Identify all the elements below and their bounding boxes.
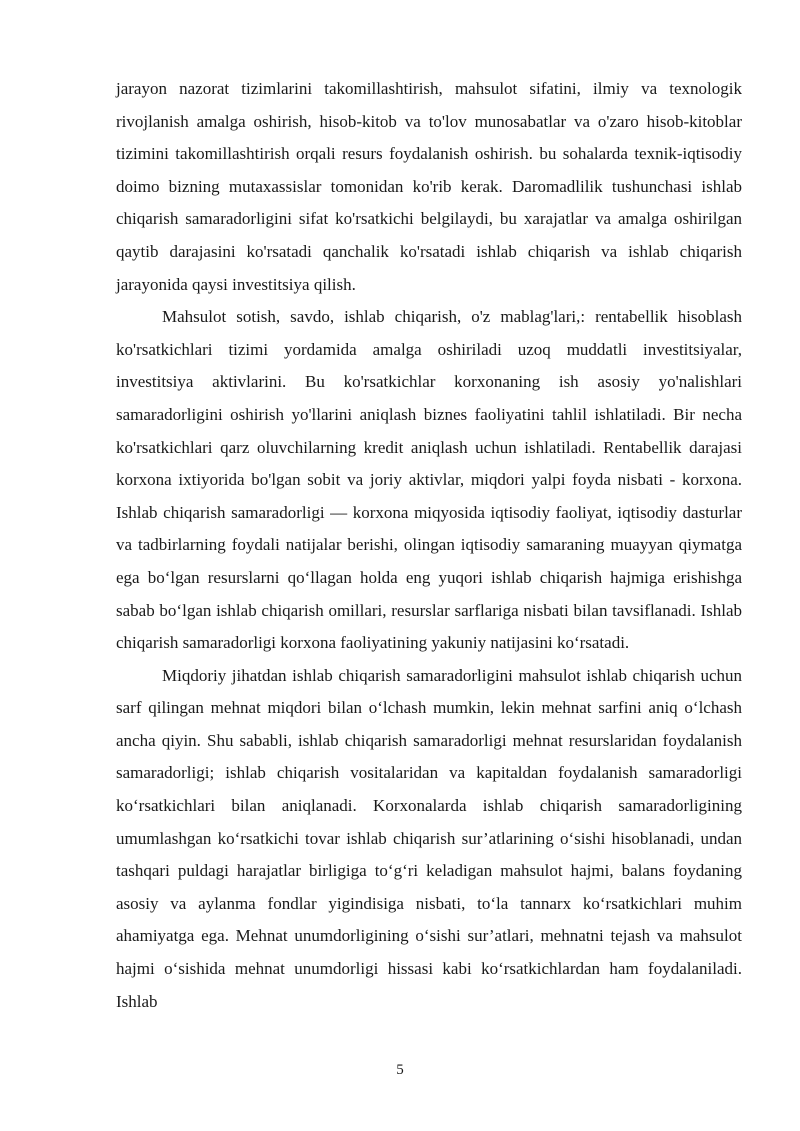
page-number: 5 [396, 1062, 404, 1078]
body-text [116, 73, 742, 1018]
paragraph-2: Mahsulot sotish, savdo, ishlab chiqarish, o'z mablag'lari,: rentabellik hisoblash ko'rsatkichlari tizimi yordamida amalga oshiriladi uzoq muddatli investitsiyalar, investitsiya aktivlarini. Bu ko'rsatkichlar korxonaning ish asosiy yo'nalishlari samaradorligini oshirish yo'llarini aniqlash biznes faoliyatini tahlil ishlatiladi. Bir necha ko'rsatkichlari qarz oluvchilarning kredit aniqlash uchun ishlatiladi. Rentabellik darajasi korxona ixtiyorida bo'lgan sobit va joriy aktivlar, miqdori yalpi foyda nisbati - korxona. Ishlab chiqarish samaradorligi — korxona miqyosida iqtisodiy faoliyat, iqtisodiy dasturlar va tadbirlarning foydali natijalar berishi, olingan iqtisodiy samaraning muayyan qiymatga ega boʻlgan resurslarni qoʻllagan holda eng yuqori ishlab chiqarish hajmiga erishishga sabab boʻlgan ishlab chiqarish omillari, resurslar sarflariga nisbati bilan tavsiflanadi. Ishlab chiqarish samaradorligi korxona faoliyatining yakuniy natijasini koʻrsatadi. [116, 307, 742, 653]
paragraph-3: Miqdoriy jihatdan ishlab chiqarish samaradorligini mahsulot ishlab chiqarish uchun sarf qilingan mehnat miqdori bilan oʻlchash mumkin, lekin mehnat sarfini aniq oʻlchash ancha qiyin. Shu sababli, ishlab chiqarish samaradorligi mehnat resurslaridan foydalanish samaradorligi; ishlab chiqarish vositalaridan va kapitaldan foydalanish samaradorligi koʻrsatkichlari bilan aniqlanadi. Korxonalarda ishlab chiqarish samaradorligining umumlashgan koʻrsatkichi tovar ishlab chiqarish sur’atlarining oʻsishi hisoblanadi, undan tashqari puldagi harajatlar birligiga toʻgʻri keladigan mahsulot hajmi, balans foydaning asosiy va aylanma fondlar yigindisiga nisbati, toʻla tannarx koʻrsatkichlari muhim ahamiyatga ega. Mehnat unumdorligining oʻsishi sur’atlari, mehnatni tejash va mahsulot hajmi oʻsishida mehnat unumdorligi hissasi kabi koʻrsatkichlardan ham foydalaniladi. Ishlab [116, 665, 742, 1011]
paragraph-1: jarayon nazorat tizimlarini takomillashtirish, mahsulot sifatini, ilmiy va texnologik rivojlanish amalga oshirish, hisob-kitob va to'lov munosabatlar va o'zaro hisob-kitoblar tizimini takomillashtirish orqali resurs foydalanish oshirish. bu sohalarda texnik-iqtisodiy doimo bizning mutaxassislar tomonidan ko'rib kerak. Daromadlilik tushunchasi ishlab chiqarish samaradorligini sifat ko'rsatkichi belgilaydi, bu xarajatlar va amalga oshirilgan qaytib darajasini ko'rsatadi qanchalik ko'rsatadi ishlab chiqarish va ishlab chiqarish jarayonida qaysi investitsiya qilish. [116, 79, 742, 294]
